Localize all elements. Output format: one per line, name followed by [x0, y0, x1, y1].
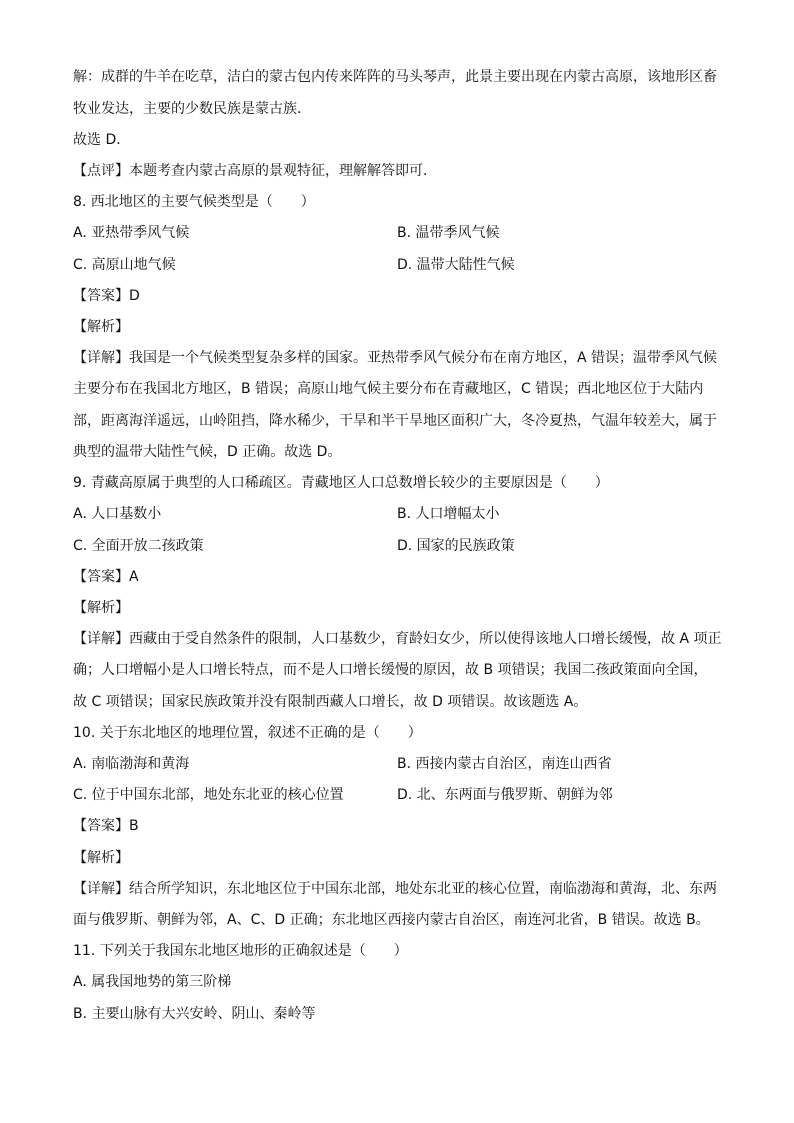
intro-choice: 故选 D． — [73, 132, 131, 148]
intro-line-1: 解：成群的牛羊在吃草，洁白的蒙古包内传来阵阵的马头琴声，此景主要出现在内蒙古高原，该地形区畜 — [73, 69, 717, 85]
q10-option-c: C. 位于中国东北部，地处东北亚的核心位置 — [73, 787, 344, 803]
q8-option-d: D. 温带大陆性气候 — [397, 257, 515, 273]
q9-option-a: A. 人口基数小 — [73, 506, 162, 522]
q8-detail-4: 典型的温带大陆性气候，D 正确。故选 D。 — [73, 444, 342, 460]
q8-detail-2: 主要分布在我国北方地区，B 错误；高原山地气候主要分布在青藏地区，C 错误；西北地区位于大陆内 — [73, 381, 704, 397]
q9-option-c: C. 全面开放二孩政策 — [73, 538, 204, 554]
q10-option-b: B. 西接内蒙古自治区，南连山西省 — [397, 756, 612, 772]
q8-option-a: A. 亚热带季风气候 — [73, 225, 190, 241]
q9-detail-2: 确；人口增幅小是人口增长特点，而不是人口增长缓慢的原因，故 B 项错误；我国二孩政策面向全国， — [73, 662, 708, 678]
q10-detail-1: 【详解】结合所学知识，东北地区位于中国东北部，地处东北亚的核心位置，南临渤海和黄海，北、东两 — [73, 881, 717, 897]
q11-option-a: A. 属我国地势的第三阶梯 — [73, 974, 232, 990]
q9-detail-1: 【详解】西藏由于受自然条件的限制，人口基数少，育龄妇女少，所以使得该地人口增长缓慢，故 A 项正 — [73, 631, 722, 647]
q10-option-a: A. 南临渤海和黄海 — [73, 756, 190, 772]
q10-stem: 10. 关于东北地区的地理位置，叙述不正确的是（ ） — [73, 725, 422, 741]
q10-option-d: D. 北、东两面与俄罗斯、朝鲜为邻 — [397, 787, 613, 803]
q9-answer: 【答案】A — [73, 569, 139, 585]
q9-stem: 9. 青藏高原属于典型的人口稀疏区。青藏地区人口总数增长较少的主要原因是（ ） — [73, 475, 609, 491]
q9-detail-3: 故 C 项错误；国家民族政策并没有限制西藏人口增长，故 D 项错误。故该题选 A。 — [73, 694, 588, 710]
intro-line-2: 牧业发达，主要的少数民族是蒙古族． — [73, 101, 311, 117]
q10-detail-2: 面与俄罗斯、朝鲜为邻，A、C、D 正确；东北地区西接内蒙古自治区，南连河北省，B 错误。故选 B。 — [73, 912, 710, 928]
q9-option-d: D. 国家的民族政策 — [397, 538, 515, 554]
q8-option-b: B. 温带季风气候 — [397, 225, 500, 241]
intro-comment: 【点评】本题考查内蒙古高原的景观特征，理解解答即可． — [73, 163, 437, 179]
q9-analysis: 【解析】 — [73, 600, 129, 616]
q8-detail-3: 部，距离海洋遥远，山岭阻挡，降水稀少，干旱和半干旱地区面积广大，冬冷夏热，气温年较差大，属于 — [73, 413, 717, 429]
q11-stem: 11. 下列关于我国东北地区地形的正确叙述是（ ） — [73, 943, 408, 959]
q8-detail-1: 【详解】我国是一个气候类型复杂多样的国家。亚热带季风气候分布在南方地区，A 错误；温带季风气候 — [73, 350, 718, 366]
q11-option-b: B. 主要山脉有大兴安岭、阴山、秦岭等 — [73, 1006, 316, 1022]
q9-option-b: B. 人口增幅太小 — [397, 506, 500, 522]
q8-answer: 【答案】D — [73, 288, 140, 304]
q8-option-c: C. 高原山地气候 — [73, 257, 176, 273]
q10-analysis: 【解析】 — [73, 850, 129, 866]
q8-stem: 8. 西北地区的主要气候类型是（ ） — [73, 194, 315, 210]
q8-analysis: 【解析】 — [73, 319, 129, 335]
q10-answer: 【答案】B — [73, 818, 139, 834]
